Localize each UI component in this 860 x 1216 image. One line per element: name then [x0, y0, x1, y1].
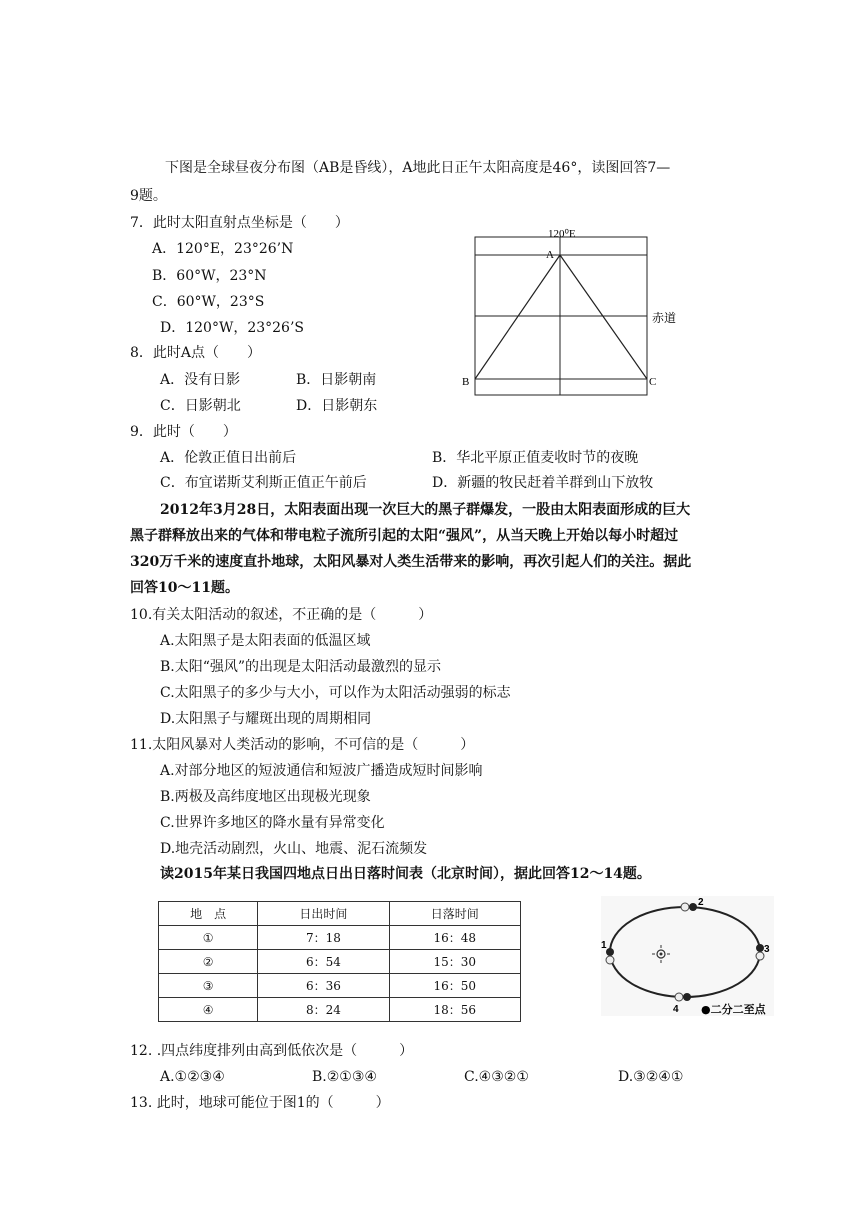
point-c-label: C [649, 376, 657, 388]
passage2-line-2: 黑子群释放出来的气体和带电粒子流所引起的太阳“强风”，从当天晚上开始以每小时超过 [130, 528, 679, 544]
table-row [159, 998, 521, 1022]
passage3: 读2015年某日我国四地点日出日落时间表（北京时间），据此回答12～14题。 [160, 866, 651, 882]
passage2-line-1: 2012年3月28日，太阳表面出现一次巨大的黑子群爆发，一股由太阳表面形成的巨大 [160, 502, 691, 518]
table-cell: 16：48 [389, 926, 520, 950]
table-header-row [159, 902, 521, 926]
table-cell: 18：56 [389, 998, 520, 1022]
q8-option-b: B．日影朝南 [296, 372, 377, 388]
meridian-label: 120⁰E [548, 228, 576, 240]
passage2-line-4: 回答10～11题。 [130, 580, 239, 596]
intro-line-2: 9题。 [130, 188, 167, 204]
orbit-label-4: 4 [673, 1004, 679, 1015]
q11-option-b: B.两极及高纬度地区出现极光现象 [160, 789, 371, 805]
q9-option-c: C．布宜诺斯艾利斯正值正午前后 [160, 475, 367, 491]
orbit-legend: ●二分二至点 [701, 1003, 766, 1016]
q9-option-b: B．华北平原正值麦收时节的夜晚 [432, 450, 639, 466]
q9-stem: 9．此时（ ） [130, 424, 237, 440]
q9-option-d: D．新疆的牧民赶着羊群到山下放牧 [432, 475, 654, 491]
q7-stem: 7．此时太阳直射点坐标是（ ） [130, 215, 349, 231]
point-b-label: B [462, 376, 470, 388]
q12-option-a: A.①②③④ [160, 1069, 225, 1085]
q11-option-d: D.地壳活动剧烈，火山、地震、泥石流频发 [160, 841, 428, 857]
q8-option-a: A．没有日影 [160, 372, 241, 388]
q11-option-c: C.世界许多地区的降水量有异常变化 [160, 815, 385, 831]
table-row [159, 926, 521, 950]
orbit-label-2: 2 [698, 897, 704, 908]
q12-option-b: B.②①③④ [312, 1069, 377, 1085]
q12-stem: 12. .四点纬度排列由高到低依次是（ ） [130, 1043, 414, 1059]
table-cell: ② [159, 950, 258, 974]
table-cell: 16：50 [389, 974, 520, 998]
sunrise-sunset-table [158, 901, 521, 1022]
table-cell: 7：18 [258, 926, 389, 950]
orbit-label-1: 1 [601, 940, 607, 951]
q10-option-c: C.太阳黑子的多少与大小，可以作为太阳活动强弱的标志 [160, 685, 511, 701]
q11-option-a: A.对部分地区的短波通信和短波广播造成短时间影响 [160, 763, 483, 779]
q8-stem: 8．此时A点（ ） [130, 345, 262, 361]
q13-stem: 13. 此时，地球可能位于图1的（ ） [130, 1095, 390, 1111]
q10-option-d: D.太阳黑子与耀斑出现的周期相同 [160, 711, 372, 727]
q7-option-a: A．120°E，23°26’N [152, 241, 294, 257]
table-cell: 15：30 [389, 950, 520, 974]
sun-icon [652, 945, 670, 963]
q12-option-c: C.④③②① [464, 1069, 529, 1085]
table-header-cell: 地 点 [159, 902, 258, 926]
point-a-label: A [546, 249, 554, 261]
q12-option-d: D.③②④① [618, 1069, 684, 1085]
q11-stem: 11.太阳风暴对人类活动的影响，不可信的是（ ） [130, 737, 475, 753]
q10-stem: 10.有关太阳活动的叙述，不正确的是（ ） [130, 607, 433, 623]
orbit-label-3: 3 [764, 944, 770, 955]
q10-option-b: B.太阳“强风”的出现是太阳活动最激烈的显示 [160, 659, 442, 675]
table-row [159, 974, 521, 998]
q8-option-c: C．日影朝北 [160, 398, 241, 414]
table-row [159, 950, 521, 974]
table-cell: 8：24 [258, 998, 389, 1022]
q8-option-d: D．日影朝东 [296, 398, 378, 414]
equator-label: 赤道 [652, 311, 677, 325]
table-cell: ④ [159, 998, 258, 1022]
q9-option-a: A．伦敦正值日出前后 [160, 450, 297, 466]
table-cell: ① [159, 926, 258, 950]
earth-orbit-figure [601, 896, 774, 1016]
q10-option-a: A.太阳黑子是太阳表面的低温区域 [160, 633, 371, 649]
intro-line-1: 下图是全球昼夜分布图（AB是昏线），A地此日正午太阳高度是46°，读图回答7— [165, 160, 671, 176]
q7-option-c: C．60°W，23°S [152, 294, 265, 310]
table-header-cell: 日出时间 [258, 902, 389, 926]
day-night-diagram [460, 225, 690, 400]
q7-option-d: D．120°W，23°26’S [160, 320, 305, 336]
table-cell: 6：36 [258, 974, 389, 998]
q7-option-b: B．60°W，23°N [152, 268, 267, 284]
passage2-line-3: 320万千米的速度直扑地球，太阳风暴对人类生活带来的影响，再次引起人们的关注。据此 [130, 554, 692, 570]
table-cell: ③ [159, 974, 258, 998]
table-header-cell: 日落时间 [389, 902, 520, 926]
table-cell: 6：54 [258, 950, 389, 974]
